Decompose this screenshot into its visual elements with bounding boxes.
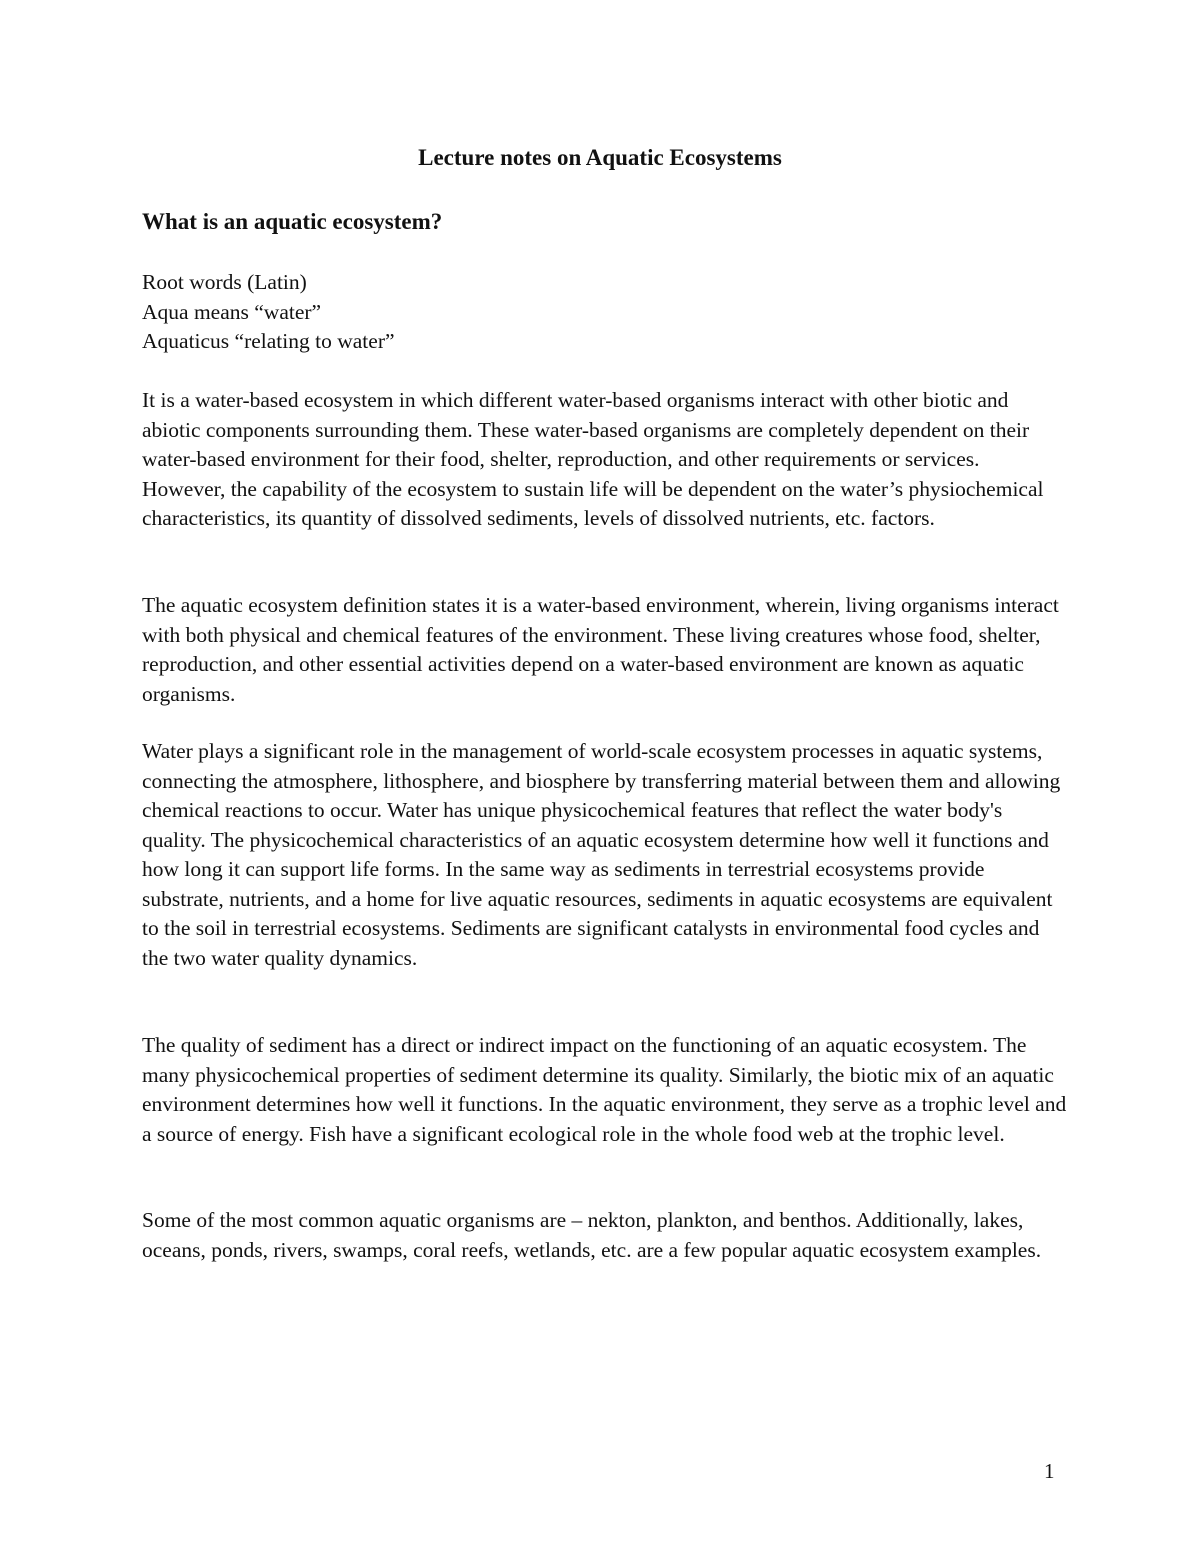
body-paragraph: Water plays a significant role in the management of world-scale ecosystem processes in aquatic systems, connecting the atmosphere, lithosphere, and biosphere by transferring material between them and allowing chemical reactions to occur. Water has unique physicochemical features that reflect the water body's quality. The physicochemical characteristics of an aquatic ecosystem determine how well it functions and how long it can support life forms. In the same way as sediments in terrestrial ecosystems provide substrate, nutrients, and a home for live aquatic resources, sediments in aquatic ecosystems are equivalent to the soil in terrestrial ecosystems. Sediments are significant catalysts in environmental food cycles and the two water quality dynamics.: [142, 739, 1061, 970]
body-paragraph: Some of the most common aquatic organisms are – nekton, plankton, and benthos. Additionally, lakes, oceans, ponds, rivers, swamps, coral reefs, wetlands, etc. are a few popular aquatic ecosystem examples.: [142, 1208, 1042, 1262]
root-words-line: Aqua means “water”: [142, 299, 322, 324]
body-paragraph: It is a water-based ecosystem in which different water-based organisms interact with other biotic and abiotic components surrounding them. These water-based organisms are completely dependent on their water-based environment for their food, shelter, reproduction, and other requirements or services. However, the capability of the ecosystem to sustain life will be dependent on the water’s physiochemical characteristics, its quantity of dissolved sediments, levels of dissolved nutrients, etc. factors.: [142, 388, 1044, 530]
body-paragraph: The quality of sediment has a direct or indirect impact on the functioning of an aquatic ecosystem. The many physicochemical properties of sediment determine its quality. Similarly, the biotic mix of an aquatic environment determines how well it functions. In the aquatic environment, they serve as a trophic level and a source of energy. Fish have a significant ecological role in the whole food web at the trophic level.: [142, 1033, 1067, 1146]
section-heading: What is an aquatic ecosystem?: [142, 209, 443, 234]
root-words-block: [142, 268, 1072, 357]
document-title: Lecture notes on Aquatic Ecosystems: [418, 145, 782, 170]
page-number: 1: [1044, 1459, 1055, 1483]
root-words-line: Aquaticus “relating to water”: [142, 329, 395, 353]
body-paragraph: The aquatic ecosystem definition states it is a water-based environment, wherein, living organisms interact with both physical and chemical features of the environment. These living creatures whose food, shelter, reproduction, and other essential activities depend on a water-based environment are known as aquatic organisms.: [142, 593, 1059, 706]
root-words-line: Root words (Latin): [142, 270, 307, 294]
